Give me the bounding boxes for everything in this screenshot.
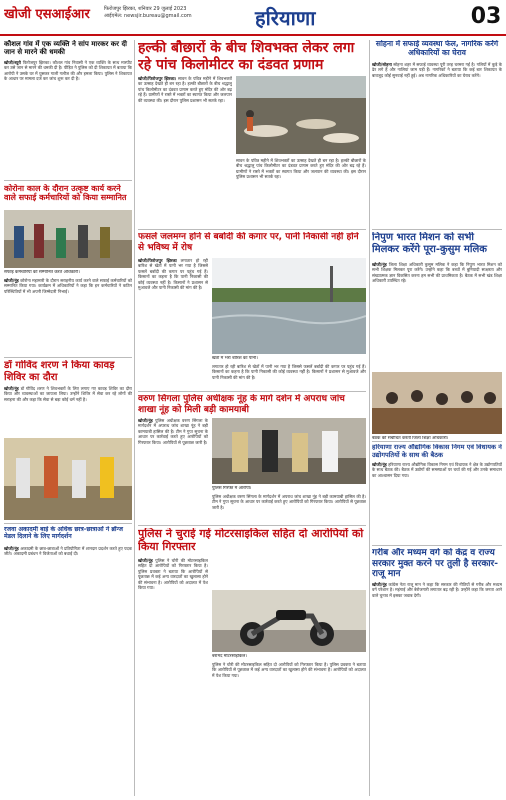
photo-safai-karmchari	[4, 210, 132, 268]
article-a9-body	[372, 462, 502, 544]
dateline-a10: खोजी/नूंह	[4, 546, 19, 551]
dateline-a2: खोजी/फिरोजपुर झिरका।	[138, 76, 177, 81]
row-rule-right-2	[372, 441, 502, 442]
article-a4-body	[4, 278, 132, 356]
shiv-devotees-image	[236, 76, 366, 154]
dateline-a3: खोजी/सोहना	[372, 62, 392, 67]
article-a6-body	[372, 262, 502, 370]
masthead	[0, 0, 506, 36]
caption-a6: बैठक को संबोधित करतीं जिला शिक्षा अधिकारी।	[372, 436, 449, 441]
row-rule-right-1	[372, 229, 502, 230]
headline-a12: गरीब और मध्यम वर्ग को केंद्र व राज्य सरकार मुक्त करने पर तुली है सरकार-राजू मान	[372, 548, 498, 580]
dateline-a1: खोजी/ब्यूरो	[4, 60, 21, 65]
row-rule-left-1	[4, 180, 132, 181]
text-a8: पुलिस अधीक्षक वरुण सिंगला के मार्गदर्शन में अपराध जांच शाखा नूंह ने बड़ी कामयाबी हासिल की है। टीम ने गुप्त सूचना के आधार पर कार्रवाई करते हुए आरोपियों को गिरफ्तार किया। आरोपियों से पूछताछ जारी है।	[138, 418, 208, 445]
photo-flooded-field	[212, 258, 366, 354]
article-a11-body-col1	[138, 558, 208, 796]
masthead-email-line: आईएमेल: newsjir.bureau@gmail.com	[104, 13, 192, 19]
headline-a2: हल्की बौछारों के बीच शिवभक्त लेकर लगा रहे पांच किलोमीटर का दंडवत प्रणाम	[138, 40, 355, 73]
photo-kawad-camp	[4, 438, 132, 520]
page-number: 03	[470, 4, 502, 29]
row-rule-center-1	[138, 229, 366, 230]
article-a2-body-col2	[236, 158, 366, 226]
photo-arrested-accused	[212, 418, 366, 484]
safai-karmchari-image	[4, 210, 132, 268]
text-a5-cont: लगातार हो रही बारिश से खेतों में पानी भर गया है जिससे फसलें बर्बादी की कगार पर पहुंच गई हैं। किसानों का कहना है कि पानी निकासी की कोई व्यवस्था नहीं है। किसानों ने प्रशासन से मुआवजे और पानी निकासी की मांग की है।	[212, 364, 366, 380]
arrested-accused-image	[212, 418, 366, 484]
dateline-a8: खोजी/नूंह	[138, 418, 153, 423]
text-a8-cont: पुलिस अधीक्षक वरुण सिंगला के मार्गदर्शन में अपराध जांच शाखा नूंह ने बड़ी कामयाबी हासिल की है। टीम ने गुप्त सूचना के आधार पर कार्रवाई करते हुए आरोपियों को गिरफ्तार किया। आरोपियों से पूछताछ जारी है।	[212, 494, 366, 510]
text-a2: सावन के पवित्र महीने में शिवभक्तों का उत्साह देखते ही बन रहा है। हल्की बौछारों के बीच श्रद्धालु पांच किलोमीटर का दंडवत प्रणाम करते हुए मंदिर की ओर बढ़ रहे हैं। ग्रामीणों ने रास्ते में भक्तों का स्वागत किया और जलपान की व्यवस्था की। इस दौरान पुलिस प्रशासन भी सतर्क रहा।	[138, 76, 232, 103]
article-a8-body-col2	[212, 494, 366, 522]
text-a5: लगातार हो रही बारिश से खेतों में पानी भर गया है जिससे फसलें बर्बादी की कगार पर पहुंच गई हैं। किसानों का कहना है कि पानी निकासी की कोई व्यवस्था नहीं है। किसानों ने प्रशासन से मुआवजे और पानी निकासी की मांग की है।	[138, 258, 208, 291]
article-a5-body-col2	[212, 364, 366, 388]
dateline-a5: खोजी/फिरोजपुर झिरका	[138, 258, 177, 263]
article-a2-body-col1	[138, 76, 232, 226]
headline-a1: कौशल गांव में एक व्यक्ति ने सांप मारकर कर दी जान से मारने की धमकी	[4, 40, 127, 57]
dateline-a7: खोजी/नूंह	[4, 386, 19, 391]
text-a6: जिला शिक्षा अधिकारी कुसुम मलिक ने कहा कि निपुण भारत मिशन को सभी शिक्षक मिलकर पूरा करेंगे। उन्होंने कहा कि बच्चों में बुनियादी साक्षरता और संख्यात्मक ज्ञान विकसित करना हम सभी की प्राथमिकता है। बैठक में सभी खंड शिक्षा अधिकारी उपस्थित रहे।	[372, 262, 502, 284]
dateline-a11: खोजी/नूंह	[138, 558, 153, 563]
photo-shiv-devotees	[236, 76, 366, 154]
headline-a9: हरियाणा राज्य औद्योगिक विकास निगम एवं विधायक ने उद्योगपतियों के साथ की बैठक	[372, 444, 502, 459]
text-a11-cont: पुलिस ने चोरी की मोटरसाइकिल सहित दो आरोपियों को गिरफ्तार किया है। पुलिस प्रवक्ता ने बताया कि आरोपियों से पूछताछ में कई अन्य वारदातों का खुलासा होने की संभावना है। आरोपियों को अदालत में पेश किया गया।	[212, 662, 366, 678]
text-a9: हरियाणा राज्य औद्योगिक विकास निगम एवं विधायक ने क्षेत्र के उद्योगपतियों के साथ बैठक की। बैठक में उद्योगों की समस्याओं पर चर्चा की गई और उनके समाधान का आश्वासन दिया गया।	[372, 462, 502, 478]
headline-a11: पुलिस ने चुराई गई मोटरसाइकिल सहित दो आरोपियों को किया गिरफ्तार	[138, 528, 364, 553]
article-a1-body	[4, 60, 132, 180]
kawad-camp-image	[4, 438, 132, 520]
headline-a4: कोरोना काल के दौरान उत्कृष्ट कार्य करने वाले सफाई कर्मचारियों को किया सम्मानित	[4, 184, 127, 203]
row-rule-center-2	[138, 391, 366, 392]
headline-a7: डॉ गोविंद शरण ने किया कावड़ शिविर का दौरा	[4, 360, 115, 383]
dateline-a9: खोजी/नूंह	[372, 462, 387, 467]
flooded-field-image	[212, 258, 366, 354]
row-rule-center-3	[138, 525, 366, 526]
masthead-date-line: फिरोजपुर झिरका, शनिवार 29 जुलाई 2023	[104, 6, 187, 12]
article-a5-body-col1	[138, 258, 208, 388]
article-a11-body-col2	[212, 662, 366, 796]
caption-a8: पुलिस गिरफ्त में आरोपी।	[212, 486, 252, 491]
text-a11: पुलिस ने चोरी की मोटरसाइकिल सहित दो आरोपियों को गिरफ्तार किया है। पुलिस प्रवक्ता ने बताया कि आरोपियों से पूछताछ में कई अन्य वारदातों का खुलासा होने की संभावना है। आरोपियों को अदालत में पेश किया गया।	[138, 558, 208, 591]
masthead-info	[104, 6, 254, 20]
text-a7: डॉ गोविंद शरण ने शिवभक्तों के लिए लगाए गए कावड़ शिविर का दौरा किया और व्यवस्थाओं का जायजा लिया। उन्होंने शिविर में सेवा कर रहे लोगों की सराहना की और कहा कि सेवा से बड़ा कोई धर्म नहीं है।	[4, 386, 132, 402]
motorcycle-image	[212, 590, 366, 652]
headline-a6: निपुण भारत मिशन को सभी मिलकर करेंगे पूरा-कुसुम मलिक	[372, 232, 487, 255]
headline-a8: वरुण सिंगला पुलिस अधीक्षक नूंह के मार्ग दर्शन में अपराध जांच शाखा नूंह को मिली बड़ी कामयाबी	[138, 394, 345, 415]
article-a7-body	[4, 386, 132, 436]
article-a12-body	[372, 582, 502, 796]
text-a4: कोरोना महामारी के दौरान सराहनीय कार्य करने वाले सफाई कर्मचारियों को सम्मानित किया गया। कार्यक्रम में अधिकारियों ने कहा कि इन कर्मचारियों ने कठिन परिस्थितियों में भी अपनी जिम्मेदारी निभाई।	[4, 278, 132, 294]
column-rule-1	[134, 40, 135, 796]
dateline-a12: खोजी/नूंह	[372, 582, 387, 587]
text-a10: अकादमी के छात्र-छात्राओं ने प्रतियोगिता में शानदार प्रदर्शन करते हुए पदक जीते। अकादमी प्रबंधन ने विजेताओं को बधाई दी।	[4, 546, 132, 557]
photo-nipun-meeting	[372, 372, 502, 434]
row-rule-left-3	[4, 523, 132, 524]
section-title: हरियाणा	[255, 6, 316, 30]
photo-motorcycle	[212, 590, 366, 652]
text-a2-cont: सावन के पवित्र महीने में शिवभक्तों का उत्साह देखते ही बन रहा है। हल्की बौछारों के बीच श्रद्धालु पांच किलोमीटर का दंडवत प्रणाम करते हुए मंदिर की ओर बढ़ रहे हैं। ग्रामीणों ने रास्ते में भक्तों का स्वागत किया और जलपान की व्यवस्था की। इस दौरान पुलिस प्रशासन भी सतर्क रहा।	[236, 158, 366, 180]
row-rule-left-2	[4, 357, 132, 358]
article-a10-body	[4, 546, 132, 796]
headline-a5: फसलें जलमग्न होने से बर्बादी की कगार पर, पानी निकासी नहीं होने से भविष्य में रोष	[138, 232, 359, 253]
article-a8-body-col1	[138, 418, 208, 522]
caption-a5: खेतों में भरा बारिश का पानी।	[212, 356, 258, 361]
headline-a3: सोहना में सफाई व्यवस्था फेल, नागरिक करेंगे अधिकारियों का घेराव	[375, 40, 499, 57]
row-rule-right-3	[372, 545, 502, 546]
dateline-a4: खोजी/नूंह	[4, 278, 19, 283]
caption-a11: बरामद मोटरसाइकिल।	[212, 654, 247, 659]
text-a3: सोहना शहर में सफाई व्यवस्था पूरी तरह चरमरा गई है। गलियों में कूड़े के ढेर लगे हैं और नालियां जाम पड़ी हैं। नागरिकों ने बताया कि कई बार शिकायत के बावजूद कोई सुनवाई नहीं हुई। अब नागरिक अधिकारियों का घेराव करेंगे।	[372, 62, 502, 78]
nipun-meeting-image	[372, 372, 502, 434]
article-a3-body	[372, 62, 502, 226]
text-a1: फिरोजपुर झिरका। कौशल गांव निवासी ने एक व्यक्ति के साथ मारपीट कर उसे जान से मारने की धमकी दी है। पीड़ित ने पुलिस को दी शिकायत में बताया कि आरोपी ने उसके घर में घुसकर गाली गलौज की और हमला किया। पुलिस ने शिकायत के आधार पर मामला दर्ज कर जांच शुरू कर दी है।	[4, 60, 132, 82]
text-a12: कांग्रेस नेता राजू मान ने कहा कि सरकार की नीतियों से गरीब और मध्यम वर्ग परेशान है। महंगाई और बेरोजगारी लगातार बढ़ रही है। उन्होंने कहा कि जनता आने वाले चुनाव में इसका जवाब देगी।	[372, 582, 502, 598]
caption-a4: सफाई कर्मचारियों को सम्मानित करते अधिकारी।	[4, 270, 80, 275]
dateline-a6: खोजी/नूंह	[372, 262, 387, 267]
newspaper-logo: खोजी एसआईआर	[4, 7, 90, 22]
column-rule-2	[369, 40, 370, 796]
headline-a10: रजवा अकादमी बाई के अधिक छात्र-छात्राओं ने ब्रॉन्ज मेडल दिलाने के लिए मार्गदर्शन	[4, 526, 123, 541]
